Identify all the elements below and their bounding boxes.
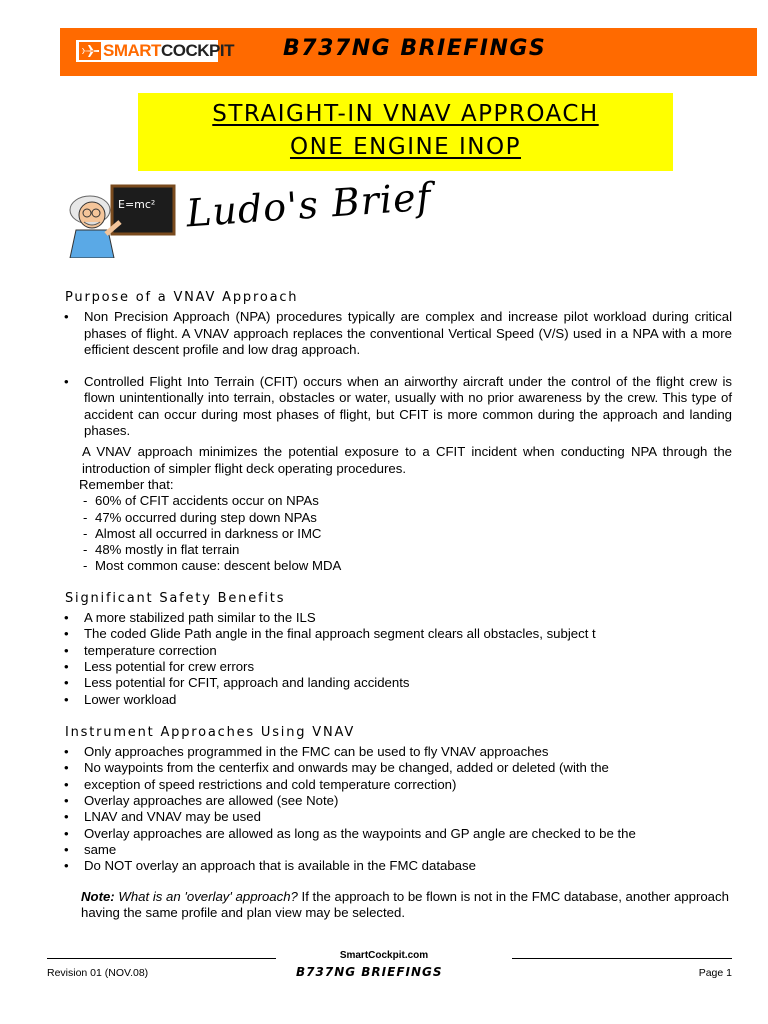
list-item: • Controlled Flight Into Terrain (CFIT) occurs when an airworthy aircraft under the control of the flight crew is flown unintentionally into terrain, obstacles or water, usually with no prior awareness by the crew. This type of accident can occur during most phases of flight, but CFIT is more common during the approach and landing phases. [62,374,732,439]
note-text: If the approach to be flown is not in the FMC database, another approach having the same profile and plan view may be selected. [81,888,729,920]
header-title: B737NG BRIEFINGS [283,36,547,61]
smartcockpit-logo [76,40,234,62]
list-item: • Only approaches programmed in the FMC can be used to fly VNAV approaches [62,744,732,760]
list-item: • same [62,842,732,858]
list-item: • Do NOT overlay an approach that is available in the FMC database [62,858,732,874]
list-item: • temperature correction [62,643,732,659]
list-item: • Non Precision Approach (NPA) procedures typically are complex and increase pilot workload during critical phases of flight. A VNAV approach replaces the conventional Vertical Speed (V/S) used in a NPA with a more efficient descent profile and low drag approach. [62,309,732,358]
section-heading-safety: Significant Safety Benefits [65,590,286,606]
ludos-brief-signature: Ludo's Brief [184,174,433,236]
footer-revision: Revision 01 (NOV.08) [47,967,149,979]
list-item: • Less potential for crew errors [62,659,732,675]
airplane-icon [79,42,101,60]
list-item: • LNAV and VNAV may be used [62,809,732,825]
footer-title: B737NG BRIEFINGS [296,965,443,979]
list-item: • A more stabilized path similar to the ILS [62,610,732,626]
note-question: What is an 'overlay' approach? [118,888,298,904]
footer-divider-left [47,958,276,959]
section-heading-purpose: Purpose of a VNAV Approach [65,290,299,305]
list-item: • Lower workload [62,692,732,708]
document-body [62,290,732,921]
title-line-2: ONE ENGINE INOP [289,134,521,160]
footer-page-number: Page 1 [698,967,732,979]
professor-mascot-illustration [62,182,182,258]
dash-item: - 47% occurred during step down NPAs [62,510,732,526]
list-item: • No waypoints from the centerfix and onwards may be changed, added or deleted (with the [62,760,732,776]
title-line-1: STRAIGHT-IN VNAV APPROACH [212,101,599,127]
list-item: • exception of speed restrictions and cold temperature correction) [62,777,732,793]
footer-divider-right [512,958,732,959]
dash-item: - 60% of CFIT accidents occur on NPAs [62,493,732,509]
dash-item: - Most common cause: descent below MDA [62,558,732,574]
logo-cockpit-text: COCKPIT [160,41,234,60]
section-heading-instrument: Instrument Approaches Using VNAV [65,724,356,740]
header-banner [60,28,757,76]
formula-text: E=mc² [118,198,156,211]
note-label: Note: [81,888,115,904]
logo-wordmark [103,41,234,61]
list-item: • Less potential for CFIT, approach and landing accidents [62,675,732,691]
remember-label: Remember that: [79,476,174,492]
paragraph: A VNAV approach minimizes the potential exposure to a CFIT incident when conducting NPA through the introduction of simpler flight deck operating procedures. [82,444,732,476]
list-item: • The coded Glide Path angle in the final approach segment clears all obstacles, subject t [62,626,732,642]
note-paragraph [62,889,732,922]
logo-smart-text: SMART [103,41,161,60]
list-item: • Overlay approaches are allowed as long as the waypoints and GP angle are checked to be the [62,826,732,842]
document-title [138,93,673,171]
dash-item: - 48% mostly in flat terrain [62,542,732,558]
dash-item: - Almost all occurred in darkness or IMC [62,526,732,542]
list-item: • Overlay approaches are allowed (see Note) [62,793,732,809]
footer-url: SmartCockpit.com [339,950,429,961]
